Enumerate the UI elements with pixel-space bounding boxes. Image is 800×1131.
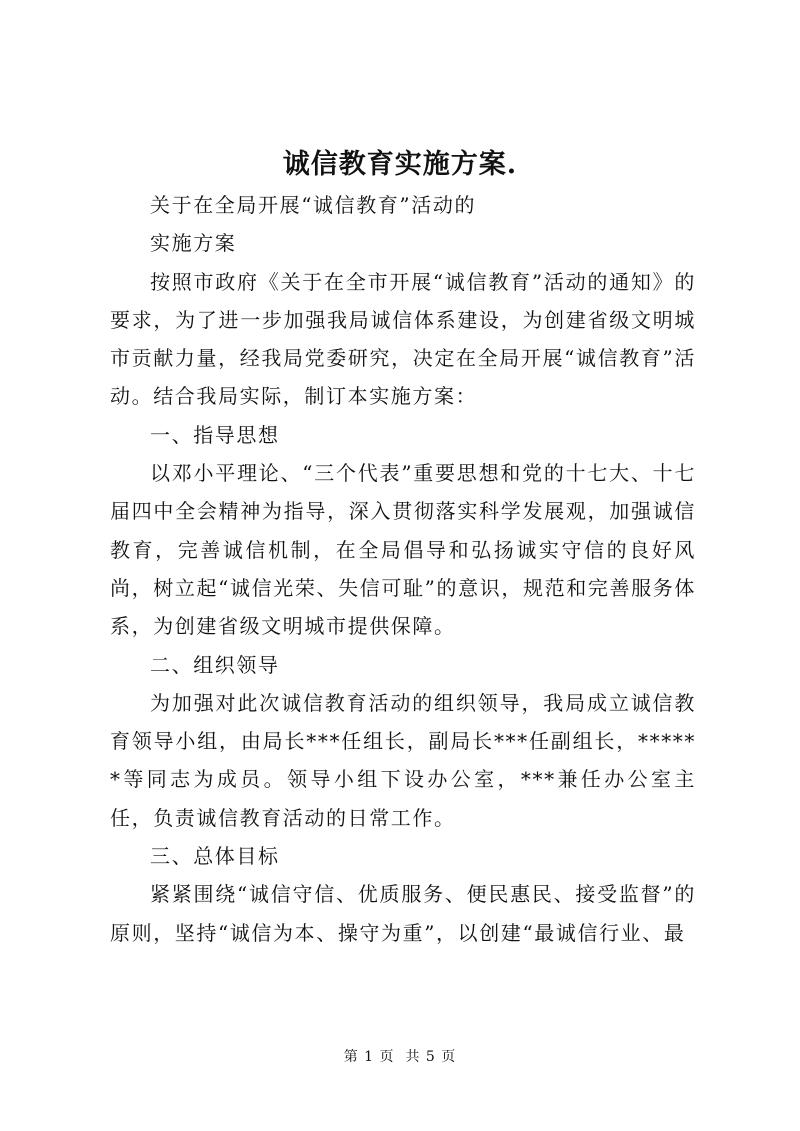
- section-heading-guiding-thought: 一、指导思想: [150, 422, 280, 447]
- document-title: 诚信教育实施方案.: [282, 149, 518, 180]
- paragraph-intro: 按照市政府《关于在全市开展“诚信教育”活动的通知》的要求，为了进一步加强我局诚信体系建设，为创建省级文明城市贡献力量，经我局党委研究，决定在全局开展“诚信教育”活动。结合我局实际，制订本实施方案：: [110, 269, 696, 409]
- section-heading-organization: 二、组织领导: [150, 652, 280, 677]
- section-heading-goals: 三、总体目标: [150, 844, 280, 869]
- paragraph-organization: 为加强对此次诚信教育活动的组织领导，我局成立诚信教育领导小组，由局长***任组长，副局长***任副组长，******等同志为成员。领导小组下设办公室，***兼任办公室主任，负责诚信教育活动的日常工作。: [110, 690, 696, 830]
- paragraph-guiding-thought: 以邓小平理论、“三个代表”重要思想和党的十七大、十七届四中全会精神为指导，深入贯彻落实科学发展观，加强诚信教育，完善诚信机制，在全局倡导和弘扬诚实守信的良好风尚，树立起“诚信光荣、失信可耻”的意识，规范和完善服务体系，为创建省级文明城市提供保障。: [110, 461, 696, 639]
- paragraph-heading-line-2: 实施方案: [150, 231, 237, 256]
- document-body: [110, 186, 696, 952]
- paragraph-heading-line-1: 关于在全局开展“诚信教育”活动的: [150, 193, 477, 217]
- page-footer: 第 1 页 共 5 页: [343, 1049, 457, 1065]
- paragraph-goals: 紧紧围绕“诚信守信、优质服务、便民惠民、接受监督”的原则，坚持“诚信为本、操守为重”，以创建“最诚信行业、最: [110, 882, 696, 945]
